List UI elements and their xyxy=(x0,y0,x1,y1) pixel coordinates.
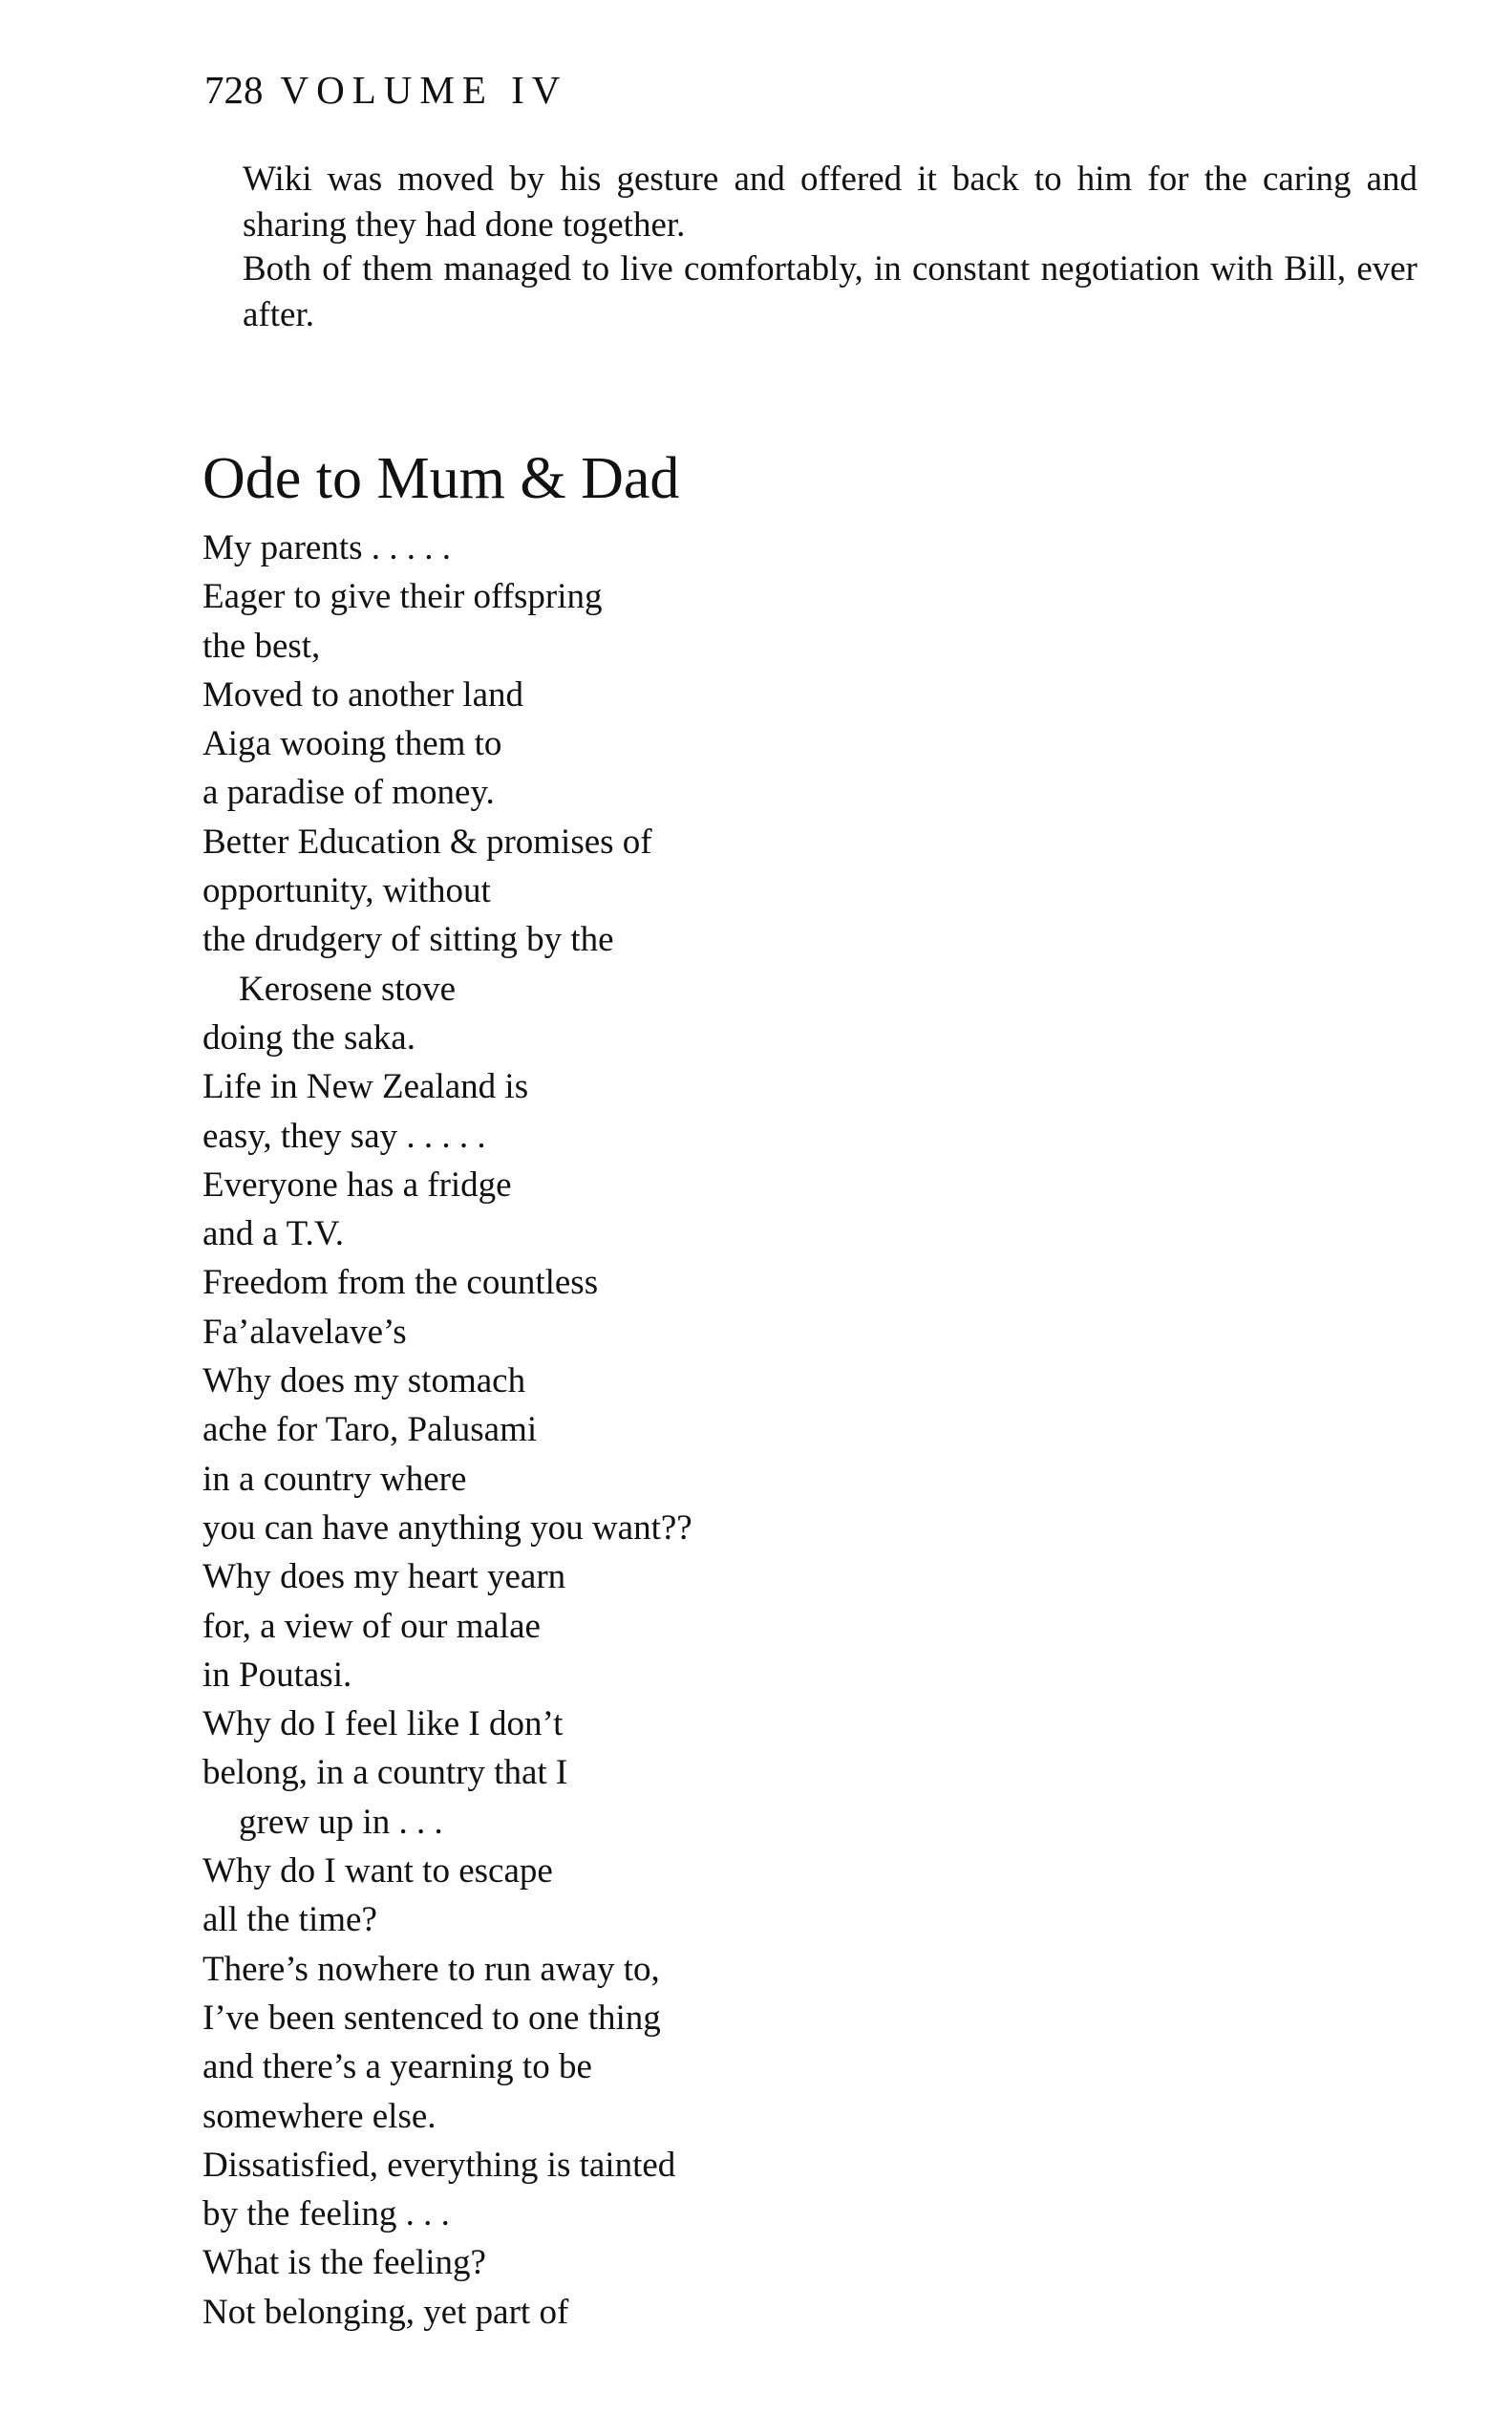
poem-line: Not belonging, yet part of xyxy=(202,2292,569,2332)
poem-line: I’ve been sentenced to one thing xyxy=(202,1998,661,2038)
volume-label: VOLUME IV xyxy=(280,68,568,112)
poem-line: Aiga wooing them to xyxy=(202,724,502,764)
poem-line: Eager to give their offspring xyxy=(202,577,603,617)
poem-line: by the feeling . . . xyxy=(202,2194,450,2234)
poem-line: belong, in a country that I xyxy=(202,1753,568,1793)
poem-line: you can have anything you want?? xyxy=(202,1507,692,1548)
poem-line: easy, they say . . . . . xyxy=(202,1116,486,1156)
poem-line: Life in New Zealand is xyxy=(202,1067,529,1107)
poem-line: There’s nowhere to run away to, xyxy=(202,1949,660,1989)
prose-paragraph: Wiki was moved by his gesture and offered it back to him for the caring and sharing they had done together. xyxy=(243,160,1417,245)
poem-line: What is the feeling? xyxy=(202,2243,486,2283)
poem-line: and there’s a yearning to be xyxy=(202,2047,592,2087)
poem-line: in Poutasi. xyxy=(202,1655,352,1695)
poem-line: a paradise of money. xyxy=(202,773,495,813)
poem-title: Ode to Mum & Dad xyxy=(202,446,680,511)
poem-line: Everyone has a fridge xyxy=(202,1165,512,1205)
poem-line: ache for Taro, Palusami xyxy=(202,1410,538,1450)
poem-line: Moved to another land xyxy=(202,674,523,715)
poem-line: Why do I feel like I don’t xyxy=(202,1704,564,1744)
poem-line: Why does my heart yearn xyxy=(202,1557,566,1597)
poem-line: the best, xyxy=(202,626,321,666)
poem-body xyxy=(202,524,692,2337)
poem-line: Kerosene stove xyxy=(239,969,457,1009)
poem-line: for, a view of our malae xyxy=(202,1606,541,1646)
prose-paragraph: Both of them managed to live comfortably, in constant negotiation with Bill, ever after. xyxy=(243,249,1417,334)
poem-line: doing the saka. xyxy=(202,1017,415,1058)
poem-line: Freedom from the countless xyxy=(202,1263,599,1303)
poem-line: Why does my stomach xyxy=(202,1361,526,1401)
poem-line: grew up in . . . xyxy=(239,1802,443,1842)
poem-line: in a country where xyxy=(202,1459,467,1499)
poem-line: opportunity, without xyxy=(202,871,491,911)
poem-line: Why do I want to escape xyxy=(202,1851,553,1891)
poem-line: My parents . . . . . xyxy=(202,528,451,567)
poem-line: Fa’alavelave’s xyxy=(202,1312,407,1352)
poem-line: all the time? xyxy=(202,1900,377,1940)
poem-line: the drudgery of sitting by the xyxy=(202,920,614,960)
poem-line: and a T.V. xyxy=(202,1214,344,1254)
running-head xyxy=(204,68,568,112)
poem-line: Better Education & promises of xyxy=(202,822,652,862)
poem-line: somewhere else. xyxy=(202,2096,437,2136)
poem-line: Dissatisfied, everything is tainted xyxy=(202,2145,676,2185)
page-number: 728 xyxy=(204,68,264,112)
